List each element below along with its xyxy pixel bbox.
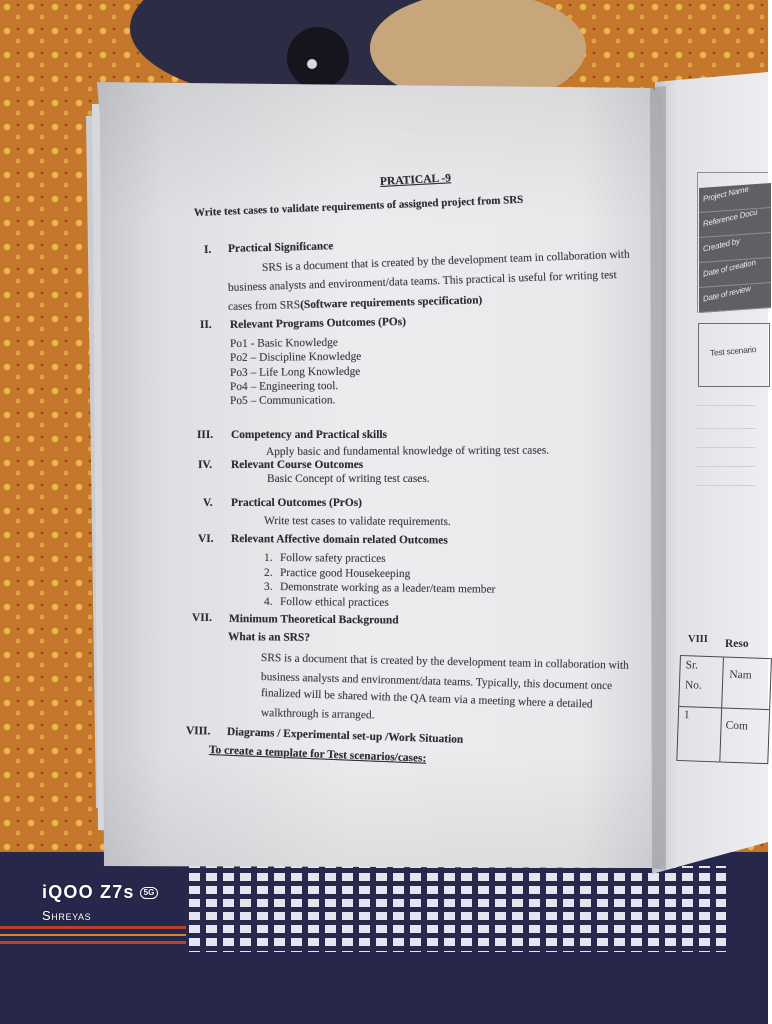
table-cell-name: Com — [725, 719, 749, 733]
camera-5g-badge: 5G — [140, 887, 159, 899]
section-7-subheading: What is an SRS? — [227, 631, 311, 644]
table-header-no: No. — [684, 679, 703, 692]
section-5-heading: Practical Outcomes (PrOs) — [231, 497, 362, 509]
section-7-heading: Minimum Theoretical Background — [228, 613, 399, 627]
section-1-para-last-line — [228, 293, 483, 314]
table-cell-sr: 1 — [683, 709, 690, 722]
affective-outcome-number: 4. — [264, 596, 273, 608]
section-6-numeral: VI. — [198, 533, 214, 545]
section-8-subheading: To create a template for Test scenarios/cases: — [208, 744, 427, 765]
template-field-label: Date of review — [702, 283, 752, 304]
section-3-numeral: III. — [197, 429, 214, 441]
section-1-heading: Practical Significance — [227, 240, 334, 255]
table-header-name: Nam — [729, 668, 752, 682]
section-4-heading: Relevant Course Outcomes — [231, 459, 364, 471]
template-field-label: Created by — [702, 236, 741, 254]
section-8-heading: Diagrams / Experimental set-up /Work Situation — [226, 726, 464, 746]
section-3-heading: Competency and Practical skills — [231, 429, 387, 441]
section-2-numeral: II. — [199, 318, 212, 331]
next-page-section-heading: Reso — [725, 638, 749, 650]
program-outcome-item: Po3 – Life Long Knowledge — [229, 365, 361, 379]
test-scenario-label: Test scenario — [709, 343, 757, 358]
section-4-numeral: IV. — [198, 459, 213, 471]
section-5-text: Write test cases to validate requirements. — [263, 515, 451, 528]
template-field-label: Project Name — [702, 184, 750, 204]
next-page-section-numeral: VIII — [688, 634, 708, 645]
program-outcome-item: Po1 - Basic Knowledge — [229, 336, 338, 350]
section-3-text: Apply basic and fundamental knowledge of writing test cases. — [265, 444, 550, 458]
section-1-para-line: SRS is a document that is created by the development team in collaboration with — [261, 248, 630, 274]
section-7-para-line: finalized will be shared with the QA team via a meeting where a detailed — [260, 687, 593, 711]
affective-outcome-text: Demonstrate working as a leader/team member — [279, 581, 496, 596]
section-7-para-line: walkthrough is arranged. — [260, 707, 375, 722]
section-7-para-line: SRS is a document that is created by the development team in collaboration with — [260, 652, 629, 672]
srs-full-form: (Software requirements specification) — [299, 294, 483, 312]
affective-outcome-text: Follow safety practices — [279, 552, 386, 565]
program-outcome-item: Po2 – Discipline Knowledge — [229, 350, 362, 364]
practical-aim: Write test cases to validate requirements of assigned project from SRS — [193, 193, 524, 219]
table-header-sr: Sr. — [685, 659, 699, 672]
camera-model-text: iQOO Z7s — [42, 882, 135, 902]
camera-watermark-owner: Shreyas — [42, 908, 92, 923]
section-6-heading: Relevant Affective domain related Outcomes — [230, 533, 448, 547]
affective-outcome-text: Practice good Housekeeping — [279, 567, 411, 581]
document-photo — [20, 28, 759, 946]
section-7-para-line: business analysts and environment/data teams. Typically, this document once — [260, 671, 613, 693]
section-7-numeral: VII. — [192, 612, 212, 624]
camera-watermark-model — [42, 882, 158, 903]
affective-outcome-number: 1. — [264, 552, 273, 564]
template-field-label: Reference Docu — [702, 207, 759, 229]
affective-outcome-number: 2. — [264, 567, 273, 579]
template-field-label: Date of creation — [702, 257, 757, 279]
program-outcome-item: Po5 – Communication. — [229, 394, 336, 407]
practical-title: PRATICAL -9 — [379, 172, 452, 188]
section-8-numeral: VIII. — [185, 725, 211, 738]
section-4-text: Basic Concept of writing test cases. — [267, 473, 430, 485]
program-outcome-item: Po4 – Engineering tool. — [229, 380, 339, 393]
section-1-para-line: business analysts and environment/data teams. This practical is useful for writing test — [227, 269, 617, 294]
section-5-numeral: V. — [203, 497, 213, 509]
section-1-numeral: I. — [203, 243, 212, 256]
section-1-para-text: cases from SRS — [227, 299, 301, 313]
affective-outcome-text: Follow ethical practices — [279, 596, 389, 609]
affective-outcome-number: 3. — [264, 581, 273, 593]
section-2-heading: Relevant Programs Outcomes (POs) — [229, 315, 407, 331]
